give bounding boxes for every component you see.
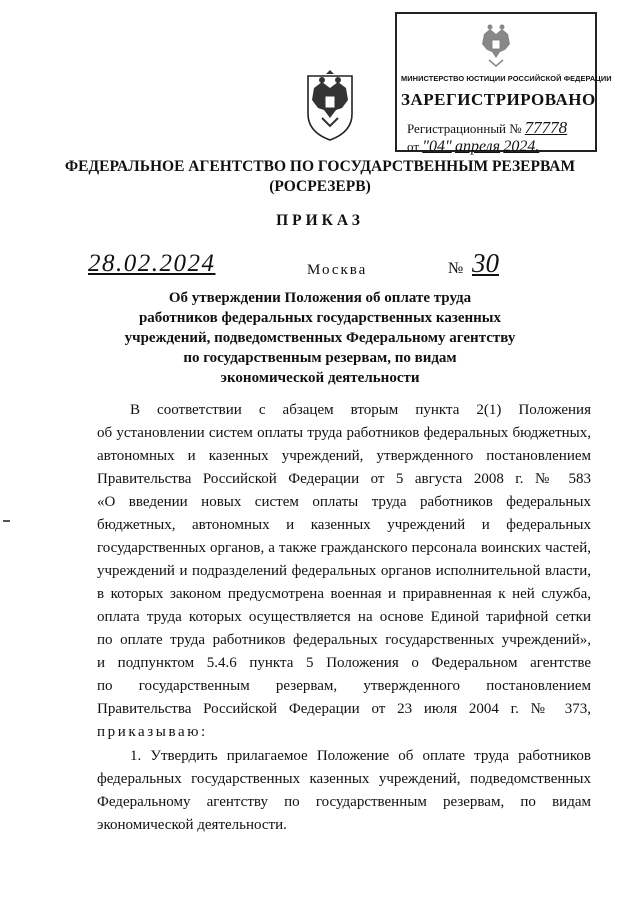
stamp-reg-number-value: 77778 <box>524 118 568 137</box>
body-line: по государственным резервам, утвержденного постановлением <box>97 678 591 694</box>
doc-title-line: учреждений, подведомственных Федеральному агентству <box>124 330 516 346</box>
org-name: ФЕДЕРАЛЬНОЕ АГЕНТСТВО ПО ГОСУДАРСТВЕННЫМ РЕЗЕРВАМ <box>64 158 576 175</box>
body-line: и подпунктом 5.4.6 пункта 5 Положения о Федеральном агентстве <box>97 655 591 671</box>
body-line: Правительства Российской Федерации от 5 августа 2008 г. № 583 <box>97 471 591 487</box>
body-line: в которых законом предусмотрена военная и приравненная к ней служба, <box>97 586 591 602</box>
stamp-date-prefix: от <box>407 139 420 154</box>
body-line: автономных и казенных учреждений, утвержденного постановлением <box>97 448 591 464</box>
doc-title-line: экономической деятельности <box>220 370 420 386</box>
body-line: об установлении систем оплаты труда работников федеральных бюджетных, <box>97 425 591 441</box>
stamp-date-month: апреля <box>454 138 501 155</box>
order-city: Москва <box>307 262 368 278</box>
body-line: федеральных государственных казенных учреждений, подведомственных <box>97 771 591 787</box>
registration-stamp <box>395 12 612 155</box>
stamp-date-year: 2024. <box>503 138 540 155</box>
margin-mark <box>3 520 10 522</box>
stamp-reg-date <box>407 138 539 156</box>
doc-title-line: Об утверждении Положения об оплате труда <box>168 290 472 306</box>
doc-title-line: по государственным резервам, по видам <box>183 350 457 366</box>
body-line: бюджетных, автономных и казенных учреждений и федеральных <box>97 517 591 533</box>
body-line: В соответствии с абзацем вторым пункта 2(1) Положения <box>130 402 591 418</box>
prikazyvayu: приказываю: <box>97 724 208 740</box>
body-line: оплата труда которых осуществляется на основе Единой тарифной сетки <box>97 609 591 625</box>
body-line: 1. Утвердить прилагаемое Положение об оплате труда работников <box>130 748 591 764</box>
body-line: экономической деятельности. <box>97 817 287 833</box>
doc-type: ПРИКАЗ <box>276 212 364 229</box>
body-line: по оплате труда работников федеральных государственных учреждений», <box>97 632 591 648</box>
stamp-registered: ЗАРЕГИСТРИРОВАНО <box>401 90 596 109</box>
body-line: государственных органов, а также гражданского персонала воинских частей, <box>97 540 591 556</box>
stamp-reg-number-label: Регистрационный № <box>407 121 522 136</box>
stamp-date-day: "04" <box>422 138 452 155</box>
coat-of-arms-icon <box>473 20 519 68</box>
body-line: Правительства Российской Федерации от 23 июля 2004 г. № 373, <box>97 701 591 717</box>
body-line: «О введении новых систем оплаты труда работников федеральных <box>97 494 591 510</box>
body-line: Федеральному агентству по государственным резервам, по видам <box>97 794 591 810</box>
org-abbrev: (РОСРЕЗЕРВ) <box>269 178 371 195</box>
order-date: 28.02.2024 <box>88 250 216 277</box>
doc-title-line: работников федеральных государственных казенных <box>138 310 502 326</box>
coat-of-arms-icon <box>300 66 360 144</box>
order-number-label: № <box>448 260 464 277</box>
stamp-ministry: МИНИСТЕРСТВО ЮСТИЦИИ РОССИЙСКОЙ ФЕДЕРАЦИИ <box>401 74 612 83</box>
body-line: учреждений и подразделений федеральных органов исполнительной власти, <box>97 563 591 579</box>
stamp-reg-number <box>407 118 567 138</box>
order-number: 30 <box>472 248 499 278</box>
